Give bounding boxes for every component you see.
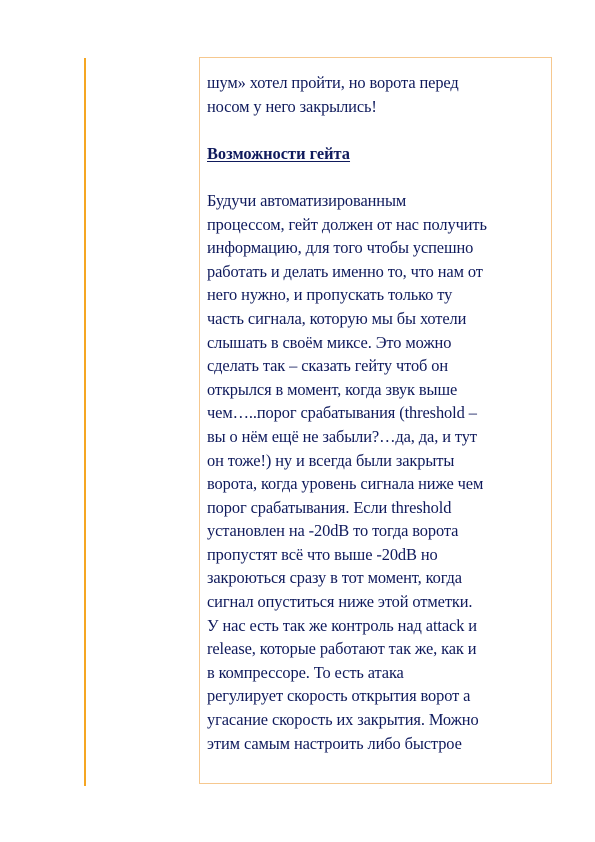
intro-paragraph: шум» хотел пройти, но ворота перед носом у него закрылись! <box>207 73 459 116</box>
text-frame <box>199 57 552 784</box>
section-heading: Возможности гейта <box>207 143 351 163</box>
body-paragraph: Будучи автоматизированным процессом, гейт должен от нас получить информацию, для того чтобы успешно работать и делать именно то, что нам от него нужно, и пропускать только ту часть сигнала, которую мы бы хотели слышать в своём миксе. Это можно сделать так – сказать гейту чтоб он открылся в момент, когда звук выше чем…..порог срабатывания (threshold – вы о нём ещё не забыли?…да, да, и тут он тоже!) ну и всегда были закрыты ворота, когда уровень сигнала ниже чем порог срабатывания. Если threshold установлен на -20dB то тогда ворота пропустят всё что выше -20dB но закроються сразу в тот момент, когда сигнал опуститься ниже этой отметки. У нас есть так же контроль над attack и release, которые работают так же, как и в компрессоре. То есть атака регулирует скорость открытия ворот а угасание скорость их закрытия. Можно этим самым настроить либо быстрое <box>207 190 487 753</box>
margin-rule <box>84 58 86 786</box>
